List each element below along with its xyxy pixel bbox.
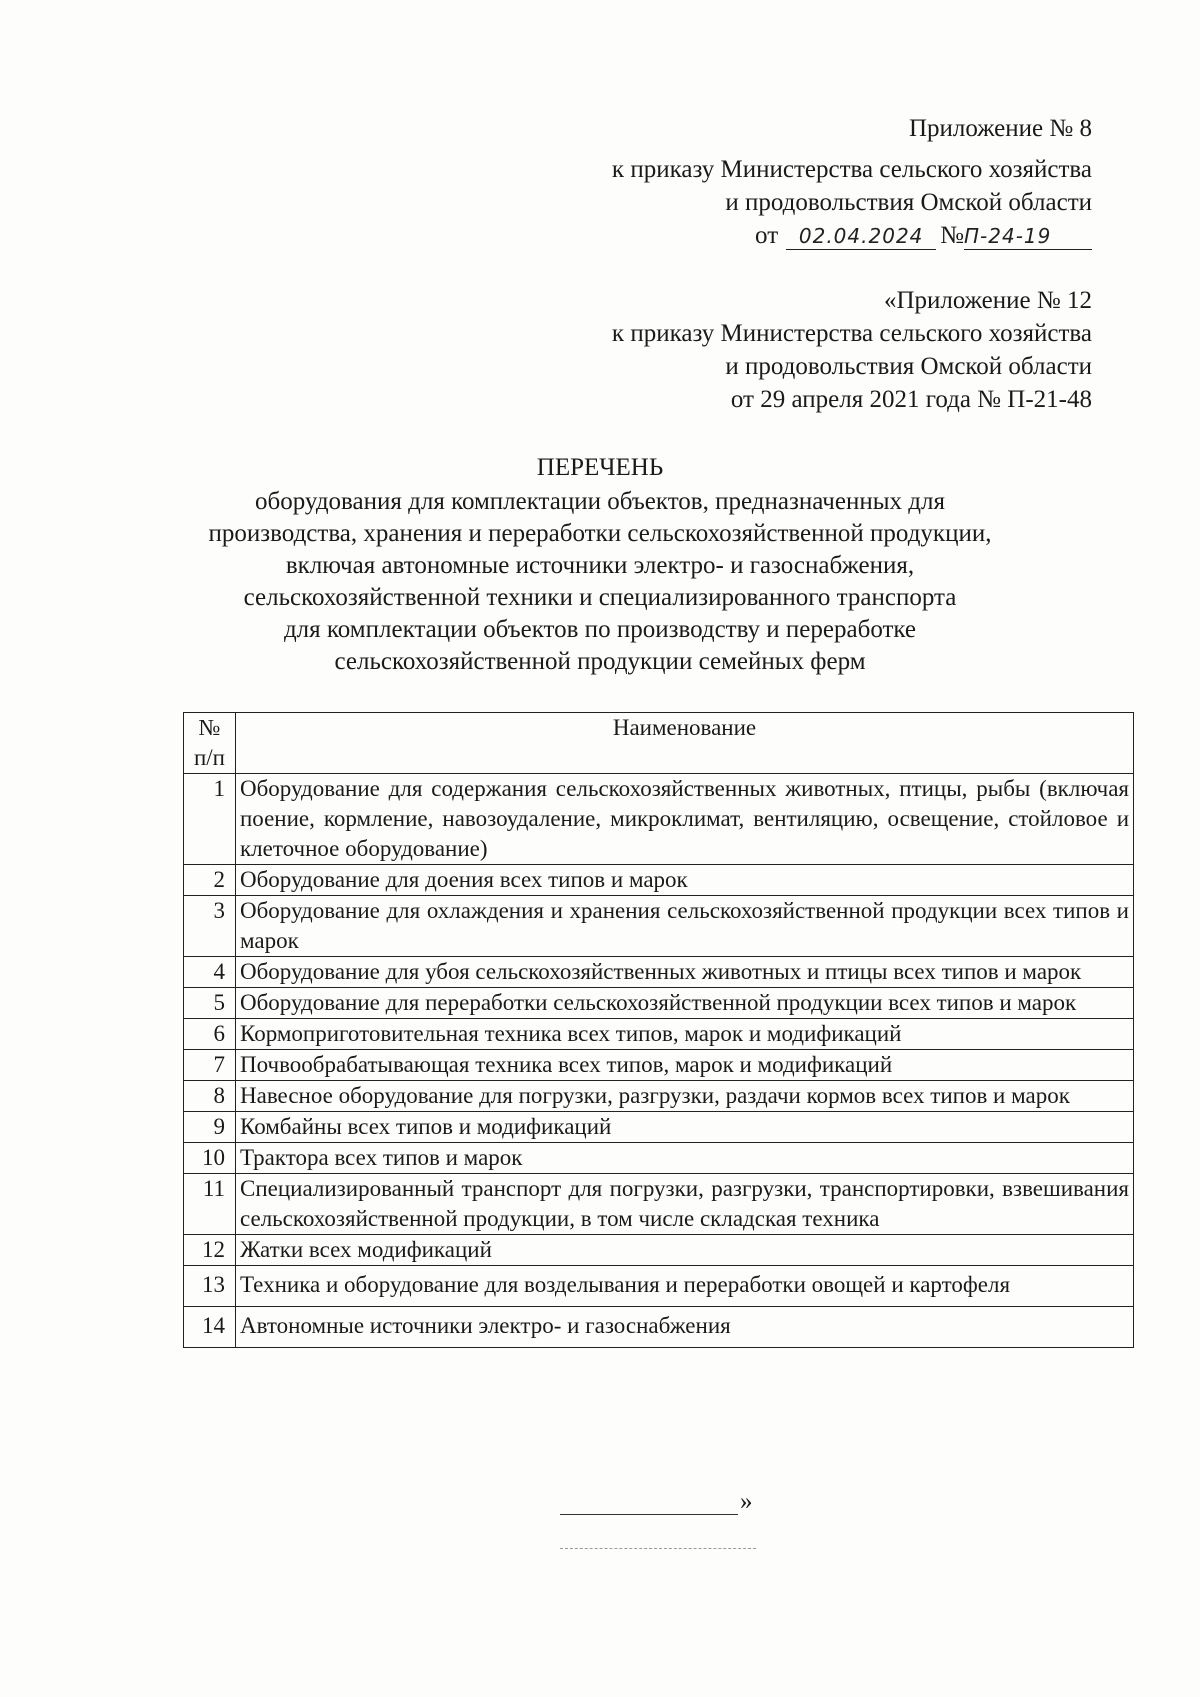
document-heading (0, 452, 1200, 678)
row-number: 14 (184, 1307, 236, 1348)
appendix-8-block (612, 112, 1092, 252)
row-name: Трактора всех типов и марок (236, 1143, 1134, 1174)
header-name-cell: Наименование (236, 713, 1134, 774)
header-number-cell (184, 713, 236, 774)
table-row (184, 1235, 1134, 1266)
row-name: Оборудование для содержания сельскохозяйственных животных, птицы, рыбы (включая поение, кормление, навозоудаление, микроклимат, вентиляцию, освещение, стойловое и клеточное оборудование) (236, 774, 1134, 865)
appendix-12-title: «Приложение № 12 (883, 287, 1092, 314)
appendix-12-block (612, 284, 1092, 416)
table-row (184, 1081, 1134, 1112)
table-row (184, 1307, 1134, 1348)
row-number: 5 (184, 988, 236, 1019)
row-number: 9 (184, 1112, 236, 1143)
row-name: Автономные источники электро- и газоснабжения (236, 1307, 1134, 1348)
equipment-list-table (183, 712, 1134, 1348)
closing-mark (560, 1488, 753, 1518)
table-row (184, 1143, 1134, 1174)
row-name: Навесное оборудование для погрузки, разгрузки, раздачи кормов всех типов и марок (236, 1081, 1134, 1112)
appendix-12-line-1: к приказу Министерства сельского хозяйства (611, 320, 1092, 347)
row-number: 11 (184, 1174, 236, 1235)
table-row (184, 1266, 1134, 1307)
table-header-row (184, 713, 1134, 774)
table-row (184, 1050, 1134, 1081)
table-row (184, 896, 1134, 957)
row-name: Техника и оборудование для возделывания и переработки овощей и картофеля (236, 1266, 1134, 1307)
table-row (184, 1112, 1134, 1143)
closing-line (560, 1514, 738, 1515)
row-name: Оборудование для убоя сельскохозяйственных животных и птицы всех типов и марок (236, 957, 1134, 988)
row-number: 2 (184, 865, 236, 896)
table-row (184, 988, 1134, 1019)
appendix-8-title: Приложение № 8 (908, 115, 1092, 142)
row-name: Жатки всех модификаций (236, 1235, 1134, 1266)
row-name: Почвообрабатывающая техника всех типов, марок и модификаций (236, 1050, 1134, 1081)
handwritten-date: 02.04.2024 (786, 223, 936, 250)
row-name: Комбайны всех типов и модификаций (236, 1112, 1134, 1143)
table-row (184, 1174, 1134, 1235)
heading-line: сельскохозяйственной техники и специализированного транспорта (243, 584, 957, 611)
row-number: 12 (184, 1235, 236, 1266)
row-name: Оборудование для доения всех типов и марок (236, 865, 1134, 896)
appendix-12-line-3: от 29 апреля 2021 года № П-21-48 (730, 386, 1092, 413)
row-name: Оборудование для переработки сельскохозяйственной продукции всех типов и марок (236, 988, 1134, 1019)
row-name: Оборудование для охлаждения и хранения сельскохозяйственной продукции всех типов и марок (236, 896, 1134, 957)
header-number-label: п/п (193, 745, 225, 770)
heading-line: сельскохозяйственной продукции семейных ферм (334, 648, 866, 675)
appendix-8-date-line (612, 219, 1092, 252)
table-row (184, 774, 1134, 865)
row-name: Кормоприготовительная техника всех типов, марок и модификаций (236, 1019, 1134, 1050)
closing-quote: » (740, 1488, 753, 1515)
table-row (184, 865, 1134, 896)
heading-line: оборудования для комплектации объектов, предназначенных для (255, 488, 945, 515)
table-row (184, 1019, 1134, 1050)
row-number: 13 (184, 1266, 236, 1307)
appendix-12-line-2: и продовольствия Омской области (725, 353, 1092, 380)
appendix-8-line-2: и продовольствия Омской области (725, 189, 1092, 216)
row-number: 8 (184, 1081, 236, 1112)
heading-line: для комплектации объектов по производству и переработке (283, 616, 917, 643)
row-number: 1 (184, 774, 236, 865)
row-number: 4 (184, 957, 236, 988)
from-label: от (755, 222, 779, 249)
header-number-sign: № (198, 715, 221, 740)
separator-line (560, 1548, 756, 1549)
row-number: 7 (184, 1050, 236, 1081)
heading-line: включая автономные источники электро- и газоснабжения, (285, 552, 915, 579)
table-row (184, 957, 1134, 988)
row-name: Специализированный транспорт для погрузки, разгрузки, транспортировки, взвешивания сельскохозяйственной продукции, в том числе складская техника (236, 1174, 1134, 1235)
appendix-8-line-1: к приказу Министерства сельского хозяйства (611, 156, 1092, 183)
number-label: № (940, 222, 964, 249)
row-number: 6 (184, 1019, 236, 1050)
row-number: 10 (184, 1143, 236, 1174)
handwritten-number: П-24-19 (964, 223, 1092, 250)
heading-line: производства, хранения и переработки сельскохозяйственной продукции, (208, 520, 992, 547)
document-title: ПЕРЕЧЕНЬ (536, 454, 664, 481)
row-number: 3 (184, 896, 236, 957)
